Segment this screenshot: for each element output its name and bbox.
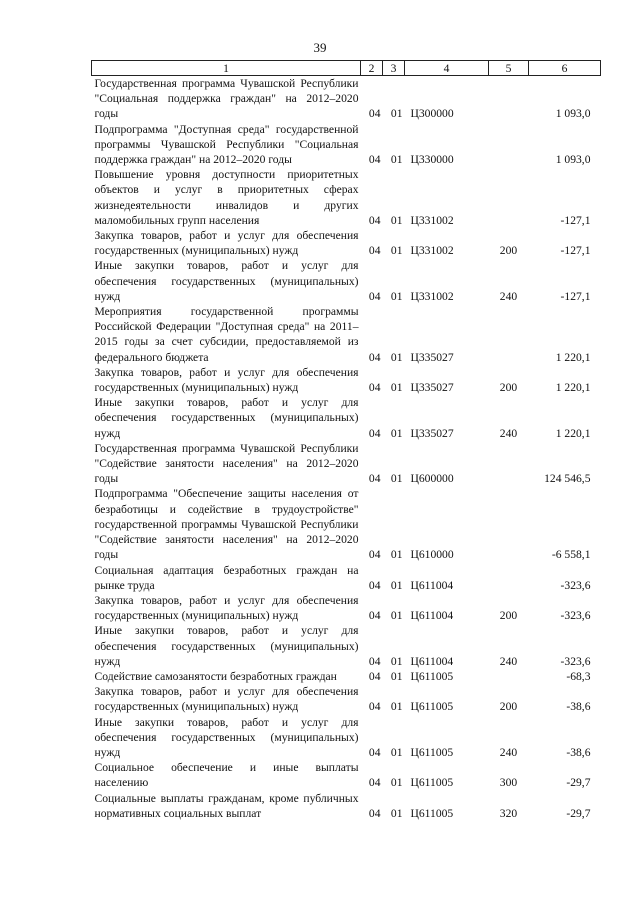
column-header-target-article: 4	[405, 61, 489, 76]
table-header-row	[92, 61, 601, 76]
row-section-cell: 04	[368, 350, 381, 364]
row-subsection-cell: 01	[390, 153, 403, 167]
page-number: 39	[313, 40, 327, 55]
row-section-cell: 04	[368, 548, 381, 562]
row-subsection-cell: 01	[390, 426, 403, 440]
table-row	[92, 684, 601, 714]
row-name-cell: Иные закупки товаров, работ и услуг для обеспечения государственных (муниципальных) нужд	[94, 396, 359, 440]
row-expense-type-cell: 320	[499, 806, 518, 820]
row-subsection-cell: 01	[390, 213, 403, 227]
row-section-cell: 04	[368, 472, 381, 486]
row-name-cell: Закупка товаров, работ и услуг для обеспечения государственных (муниципальных) нужд	[94, 685, 359, 714]
table-row	[92, 122, 601, 168]
row-name-cell: Иные закупки товаров, работ и услуг для обеспечения государственных (муниципальных) нужд	[94, 715, 359, 759]
row-amount-cell: 1 093,0	[555, 153, 591, 167]
row-target-article-cell: Ц331002	[410, 244, 454, 258]
row-expense-type-cell: 200	[499, 244, 518, 258]
column-header-name: 1	[92, 61, 361, 76]
row-expense-type-cell: 240	[499, 289, 518, 303]
row-section-cell: 04	[368, 700, 381, 714]
row-amount-cell: 1 220,1	[555, 381, 591, 395]
row-expense-type-cell	[489, 486, 529, 562]
table-row	[92, 365, 601, 395]
row-amount-cell: -323,6	[560, 609, 591, 623]
row-target-article-cell: Ц610000	[410, 548, 454, 562]
row-section-cell: 04	[368, 654, 381, 668]
row-section-cell: 04	[368, 289, 381, 303]
row-subsection-cell: 01	[390, 244, 403, 258]
row-amount-cell: -68,3	[566, 669, 591, 683]
row-name-cell: Мероприятия государственной программы Российской Федерации "Доступная среда" на 2011–2015 годы за счет субсидии, предоставляемой из федерального бюджета	[94, 305, 359, 364]
table-row	[92, 167, 601, 228]
table-row	[92, 304, 601, 365]
table-row	[92, 395, 601, 441]
row-target-article-cell: Ц330000	[410, 153, 454, 167]
column-header-subsection: 3	[383, 61, 405, 76]
row-name-cell: Закупка товаров, работ и услуг для обеспечения государственных (муниципальных) нужд	[94, 593, 359, 623]
row-name-cell: Подпрограмма "Обеспечение защиты населения от безработицы и содействие в трудоустройстве" государственной программы Чувашской Республики "Содействие занятости населения" на 2012–2020 годы	[94, 487, 359, 562]
table-row	[92, 669, 601, 684]
row-target-article-cell: Ц335027	[410, 426, 454, 440]
row-amount-cell: -127,1	[560, 213, 591, 227]
row-section-cell: 04	[368, 381, 381, 395]
row-amount-cell: -6 558,1	[551, 548, 591, 562]
row-name-cell: Государственная программа Чувашской Республики "Содействие занятости населения" на 2012–2020 годы	[94, 441, 359, 486]
row-subsection-cell: 01	[390, 289, 403, 303]
row-expense-type-cell: 200	[499, 609, 518, 623]
row-subsection-cell: 01	[390, 350, 403, 364]
row-expense-type-cell	[489, 122, 529, 168]
row-target-article-cell: Ц611005	[410, 745, 454, 759]
row-expense-type-cell: 300	[499, 776, 518, 790]
row-subsection-cell: 01	[390, 107, 403, 121]
row-target-article-cell: Ц611005	[410, 700, 454, 714]
row-section-cell: 04	[368, 776, 381, 790]
row-target-article-cell: Ц300000	[410, 107, 454, 121]
column-header-expense-type: 5	[489, 61, 529, 76]
row-section-cell: 04	[368, 806, 381, 820]
column-header-section: 2	[361, 61, 383, 76]
table-body	[92, 76, 601, 821]
row-section-cell: 04	[368, 745, 381, 759]
row-section-cell: 04	[368, 244, 381, 258]
row-expense-type-cell: 240	[499, 745, 518, 759]
row-subsection-cell: 01	[390, 669, 403, 683]
row-section-cell: 04	[368, 578, 381, 592]
row-target-article-cell: Ц600000	[410, 472, 454, 486]
row-subsection-cell: 01	[390, 578, 403, 592]
row-name-cell: Социальная адаптация безработных граждан на рынке труда	[94, 563, 359, 592]
table-row	[92, 228, 601, 258]
row-subsection-cell: 01	[390, 472, 403, 486]
row-subsection-cell: 01	[390, 806, 403, 820]
row-target-article-cell: Ц331002	[410, 213, 454, 227]
row-amount-cell: -29,7	[566, 776, 591, 790]
row-target-article-cell: Ц335027	[410, 381, 454, 395]
row-expense-type-cell	[489, 76, 529, 122]
column-header-amount: 6	[529, 61, 601, 76]
row-section-cell: 04	[368, 669, 381, 683]
row-subsection-cell: 01	[390, 700, 403, 714]
row-name-cell: Иные закупки товаров, работ и услуг для обеспечения государственных (муниципальных) нужд	[94, 624, 359, 668]
row-amount-cell: -38,6	[566, 745, 591, 759]
row-expense-type-cell	[489, 669, 529, 684]
table-row	[92, 715, 601, 761]
row-expense-type-cell: 240	[499, 426, 518, 440]
row-expense-type-cell: 200	[499, 381, 518, 395]
row-target-article-cell: Ц611005	[410, 776, 454, 790]
row-expense-type-cell	[489, 441, 529, 487]
table-row	[92, 258, 601, 304]
row-amount-cell: -127,1	[560, 244, 591, 258]
row-subsection-cell: 01	[390, 776, 403, 790]
row-amount-cell: 1 220,1	[555, 426, 591, 440]
table-row	[92, 76, 601, 122]
row-name-cell: Содействие самозанятости безработных граждан	[94, 669, 337, 683]
row-target-article-cell: Ц611005	[410, 806, 454, 820]
table-row	[92, 441, 601, 487]
row-amount-cell: -29,7	[566, 806, 591, 820]
row-expense-type-cell: 200	[499, 700, 518, 714]
row-target-article-cell: Ц611005	[410, 669, 454, 683]
row-target-article-cell: Ц611004	[410, 654, 454, 668]
row-amount-cell: -323,6	[560, 578, 591, 592]
row-expense-type-cell: 240	[499, 654, 518, 668]
row-subsection-cell: 01	[390, 609, 403, 623]
row-name-cell: Государственная программа Чувашской Республики "Социальная поддержка граждан" на 2012–2020 годы	[94, 77, 359, 121]
row-name-cell: Повышение уровня доступности приоритетных объектов и услуг в приоритетных сферах жизнедеятельности инвалидов и других маломобильных групп населения	[94, 168, 359, 227]
table-row	[92, 623, 601, 669]
row-section-cell: 04	[368, 213, 381, 227]
row-subsection-cell: 01	[390, 745, 403, 759]
row-amount-cell: 1 220,1	[555, 350, 591, 364]
table-row	[92, 486, 601, 562]
table-row	[92, 593, 601, 623]
row-section-cell: 04	[368, 153, 381, 167]
row-subsection-cell: 01	[390, 381, 403, 395]
row-target-article-cell: Ц611004	[410, 609, 454, 623]
row-amount-cell: -38,6	[566, 700, 591, 714]
row-expense-type-cell	[489, 304, 529, 365]
row-expense-type-cell	[489, 167, 529, 228]
row-section-cell: 04	[368, 609, 381, 623]
row-amount-cell: -127,1	[560, 289, 591, 303]
budget-table	[91, 60, 601, 821]
row-name-cell: Закупка товаров, работ и услуг для обеспечения государственных (муниципальных) нужд	[94, 229, 359, 258]
row-target-article-cell: Ц335027	[410, 350, 454, 364]
row-name-cell: Подпрограмма "Доступная среда" государственной программы Чувашской Республики "Социальная поддержка граждан" на 2012–2020 годы	[94, 122, 359, 167]
row-target-article-cell: Ц331002	[410, 289, 454, 303]
row-name-cell: Закупка товаров, работ и услуг для обеспечения государственных (муниципальных) нужд	[94, 365, 359, 395]
row-target-article-cell: Ц611004	[410, 578, 454, 592]
table-row	[92, 563, 601, 593]
row-amount-cell: 124 546,5	[544, 472, 591, 486]
row-subsection-cell: 01	[390, 654, 403, 668]
row-name-cell: Социальное обеспечение и иные выплаты населению	[94, 761, 359, 790]
row-name-cell: Иные закупки товаров, работ и услуг для обеспечения государственных (муниципальных) нужд	[94, 259, 359, 303]
row-subsection-cell: 01	[390, 548, 403, 562]
row-expense-type-cell	[489, 563, 529, 593]
table-row	[92, 791, 601, 821]
row-amount-cell: 1 093,0	[555, 107, 591, 121]
row-name-cell: Социальные выплаты гражданам, кроме публичных нормативных социальных выплат	[94, 791, 359, 820]
row-amount-cell: -323,6	[560, 654, 591, 668]
row-section-cell: 04	[368, 426, 381, 440]
row-section-cell: 04	[368, 107, 381, 121]
table-row	[92, 760, 601, 790]
